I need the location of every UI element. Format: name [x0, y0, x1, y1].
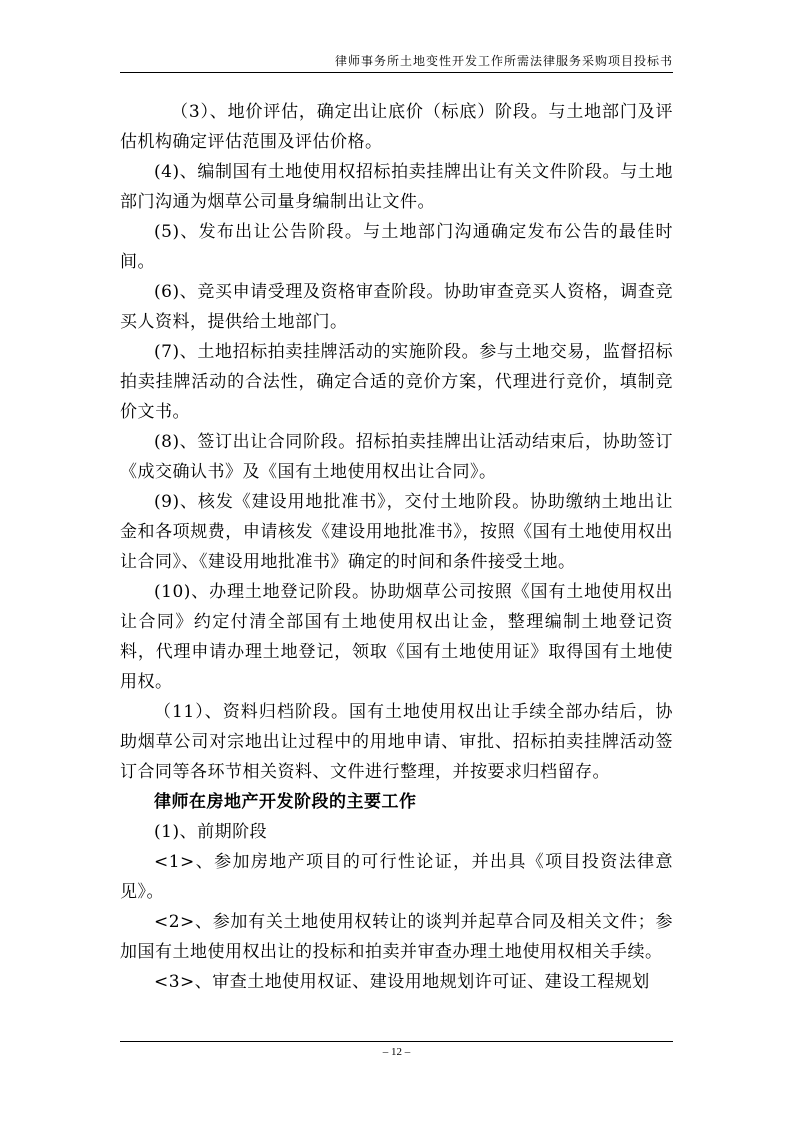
paragraph-preliminary-stage: (1)、前期阶段 [154, 822, 268, 842]
paragraph-step-7: (7)、土地招标拍卖挂牌活动的实施阶段。参与土地交易，监督招标拍卖挂牌活动的合法性，确定合适的竞价方案，代理进行竞价，填制竞价文书。 [120, 342, 673, 422]
paragraph-step-3: （3）、地价评估，确定出让底价（标底）阶段。与土地部门及评估机构确定评估范围及评估价格。 [120, 102, 673, 152]
footer-divider [120, 1041, 673, 1042]
document-body [120, 97, 673, 997]
header-divider [120, 72, 673, 73]
paragraph-item-1: <1>、参加房地产项目的可行性论证，并出具《项目投资法律意见》。 [120, 852, 673, 902]
paragraph-step-9: (9)、核发《建设用地批准书》，交付土地阶段。协助缴纳土地出让金和各项规费，申请核发《建设用地批准书》，按照《国有土地使用权出让合同》、《建设用地批准书》确定的时间和条件接受土地。 [120, 492, 673, 572]
document-header: 律师事务所土地变性开发工作所需法律服务采购项目投标书 [334, 54, 673, 68]
paragraph-step-10: (10)、办理土地登记阶段。协助烟草公司按照《国有土地使用权出让合同》约定付清全部国有土地使用权出让金，整理编制土地登记资料，代理申请办理土地登记，领取《国有土地使用证》取得国有土地使用权。 [120, 582, 673, 692]
paragraph-item-3: <3>、审查土地使用权证、建设用地规划许可证、建设工程规划 [154, 972, 650, 992]
paragraph-step-8: (8)、签订出让合同阶段。招标拍卖挂牌出让活动结束后，协助签订《成交确认书》及《国有土地使用权出让合同》。 [120, 432, 673, 482]
paragraph-item-2: <2>、参加有关土地使用权转让的谈判并起草合同及相关文件；参加国有土地使用权出让的投标和拍卖并审查办理土地使用权相关手续。 [120, 912, 673, 962]
paragraph-step-5: (5)、发布出让公告阶段。与土地部门沟通确定发布公告的最佳时间。 [120, 222, 673, 272]
paragraph-step-4: (4)、编制国有土地使用权招标拍卖挂牌出让有关文件阶段。与土地部门沟通为烟草公司量身编制出让文件。 [120, 162, 673, 212]
paragraph-step-6: (6)、竞买申请受理及资格审查阶段。协助审查竞买人资格，调查竞买人资料，提供给土地部门。 [120, 282, 673, 332]
paragraph-step-11: （11）、资料归档阶段。国有土地使用权出让手续全部办结后，协助烟草公司对宗地出让过程中的用地申请、审批、招标拍卖挂牌活动签订合同等各环节相关资料、文件进行整理，并按要求归档留存。 [120, 702, 673, 782]
page-number: – 12 – [382, 1046, 411, 1058]
section-heading: 律师在房地产开发阶段的主要工作 [154, 792, 417, 812]
